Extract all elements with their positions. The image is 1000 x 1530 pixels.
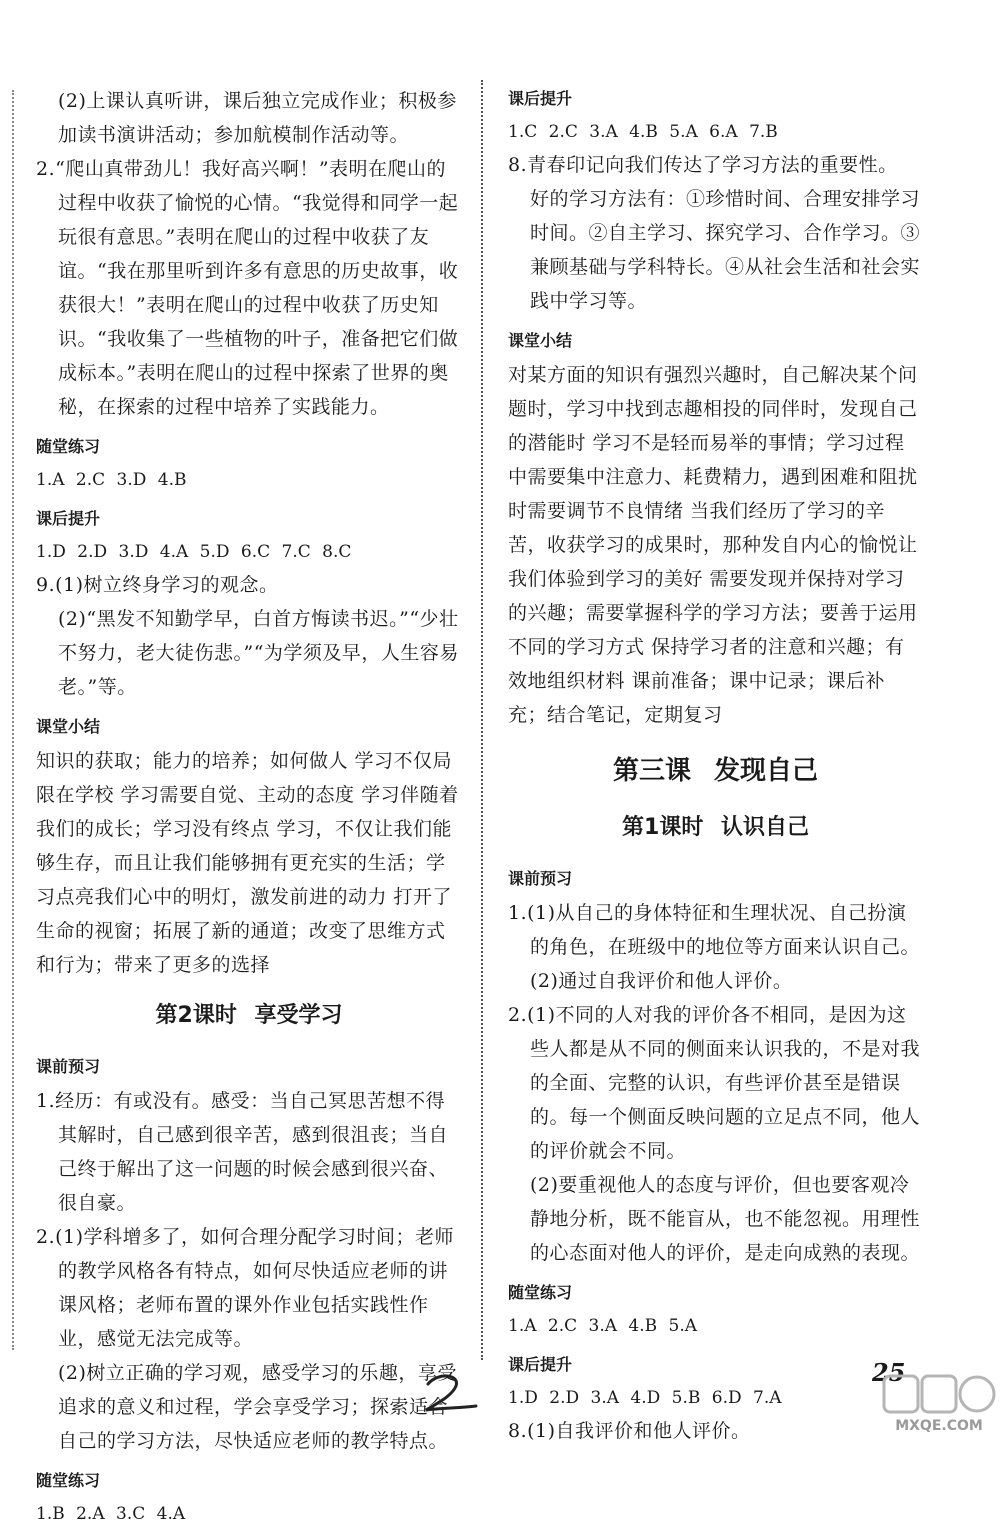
answer-key: 1.A 2.C 3.D 4.B	[36, 470, 187, 490]
section-heading: 随堂练习	[36, 437, 101, 456]
answer-paragraph: 9.(1)树立终身学习的观念。	[36, 574, 279, 596]
lesson-title: 第1课时 认识自己	[622, 815, 809, 840]
answer-paragraph: (2)通过自我评价和他人评价。	[530, 970, 793, 992]
section-heading: 随堂练习	[36, 1471, 101, 1490]
section-heading: 随堂练习	[508, 1283, 573, 1302]
handwritten-mark-icon	[420, 1370, 480, 1415]
section-heading: 课后提升	[508, 1355, 573, 1374]
section-heading: 课堂小结	[36, 717, 101, 736]
answer-paragraph: 1.(1)从自己的身体特征和生理状况、自己扮演的角色，在班级中的地位等方面来认识自己。	[508, 902, 921, 958]
summary-paragraph: 对某方面的知识有强烈兴趣时，自己解决某个问题时，学习中找到志趣相投的同伴时，发现自己的潜能时 学习不是轻而易举的事情；学习过程中需要集中注意力、耗费精力，遇到困难和阻扰时需要调节不良情绪 当我们经历了学习的辛苦，收获学习的成果时，那种发自内心的愉悦让我们体验到学习的美好 需要发现并保持对学习的兴趣；需要掌握科学的学习方法；要善于运用不同的学习方式 保持学习者的注意和兴趣；有效地组织材料 课前准备；课中记录；课后补充；结合笔记，定期复习	[508, 364, 918, 726]
answer-paragraph: (2)树立正确的学习观，感受学习的乐趣，享受追求的意义和过程，学会享受学习；探索适合自己的学习方法，尽快适应老师的教学特点。	[58, 1362, 457, 1452]
right-column	[508, 84, 923, 1448]
section-heading: 课后提升	[36, 509, 101, 528]
section-heading: 课前预习	[36, 1057, 101, 1076]
answer-paragraph: 2.“爬山真带劲儿！我好高兴啊！”表明在爬山的过程中收获了愉悦的心情。“我觉得和同学一起玩很有意思。”表明在爬山的过程中收获了友谊。“我在那里听到许多有意思的历史故事，收获很大！”表明在爬山的过程中收获了历史知识。“我收集了一些植物的叶子，准备把它们做成标本。”表明在爬山的过程中探索了世界的奥秘，在探索的过程中培养了实践能力。	[36, 158, 459, 418]
answer-paragraph: (2)上课认真听讲，课后独立完成作业；积极参加读书演讲活动；参加航模制作活动等。	[58, 90, 457, 146]
summary-paragraph: 知识的获取；能力的培养；如何做人 学习不仅局限在学校 学习需要自觉、主动的态度 学习伴随着我们的成长；学习没有终点 学习，不仅让我们能够生存，而且让我们能够拥有更充实的生活；学习点亮我们心中的明灯，激发前进的动力 打开了生命的视窗；拓展了新的通道；改变了思维方式和行为；带来了更多的选择	[36, 750, 459, 976]
left-column	[36, 84, 462, 1530]
answer-paragraph: (2)要重视他人的态度与评价，但也要客观冷静地分析，既不能盲从，也不能忽视。用理性的心态面对他人的评价，是走向成熟的表现。	[530, 1174, 921, 1264]
answer-key: 1.B 2.A 3.C 4.A	[36, 1504, 186, 1524]
watermark-text: MXQE.COM	[895, 1418, 983, 1434]
answer-paragraph: 1.经历：有或没有。感受：当自己冥思苦想不得其解时，自己感到很辛苦，感到很沮丧；当自己终于解出了这一问题的时候会感到很兴奋、很自豪。	[36, 1090, 449, 1214]
answer-paragraph: 8.青春印记向我们传达了学习方法的重要性。	[508, 154, 898, 176]
section-heading: 课堂小结	[508, 331, 573, 350]
binding-margin-dots	[12, 90, 14, 1350]
lesson-title: 第2课时 享受学习	[155, 1003, 343, 1028]
answer-paragraph: 8.(1)自我评价和他人评价。	[508, 1420, 751, 1442]
page-number: 25	[872, 1358, 906, 1387]
answer-paragraph: 好的学习方法有：①珍惜时间、合理安排学习时间。②自主学习、探究学习、合作学习。③兼顾基础与学科特长。④从社会生活和社会实践中学习等。	[530, 188, 921, 312]
answer-paragraph: (2)“黑发不知勤学早，白首方悔读书迟。”“少壮不努力，老大徒伤悲。”“为学须及早，人生容易老。”等。	[58, 608, 459, 698]
section-heading: 课后提升	[508, 89, 573, 108]
answer-paragraph: 2.(1)不同的人对我的评价各不相同，是因为这些人都是从不同的侧面来认识我的，不是对我的全面、完整的认识，有些评价甚至是错误的。每一个侧面反映问题的立足点不同，他人的评价就会不同。	[508, 1004, 921, 1162]
answer-paragraph: 2.(1)学科增多了，如何合理分配学习时间；老师的教学风格各有特点，如何尽快适应老师的讲课风格；老师布置的课外作业包括实践性作业，感觉无法完成等。	[36, 1226, 455, 1350]
answer-key: 1.C 2.C 3.A 4.B 5.A 6.A 7.B	[508, 122, 778, 142]
unit-title: 第三课 发现自己	[612, 756, 819, 786]
answer-key: 1.A 2.C 3.A 4.B 5.A	[508, 1316, 698, 1336]
answer-key: 1.D 2.D 3.D 4.A 5.D 6.C 7.C 8.C	[36, 542, 352, 562]
section-heading: 课前预习	[508, 869, 573, 888]
column-divider	[481, 80, 483, 1360]
answer-key: 1.D 2.D 3.A 4.D 5.B 6.D 7.A	[508, 1388, 782, 1408]
